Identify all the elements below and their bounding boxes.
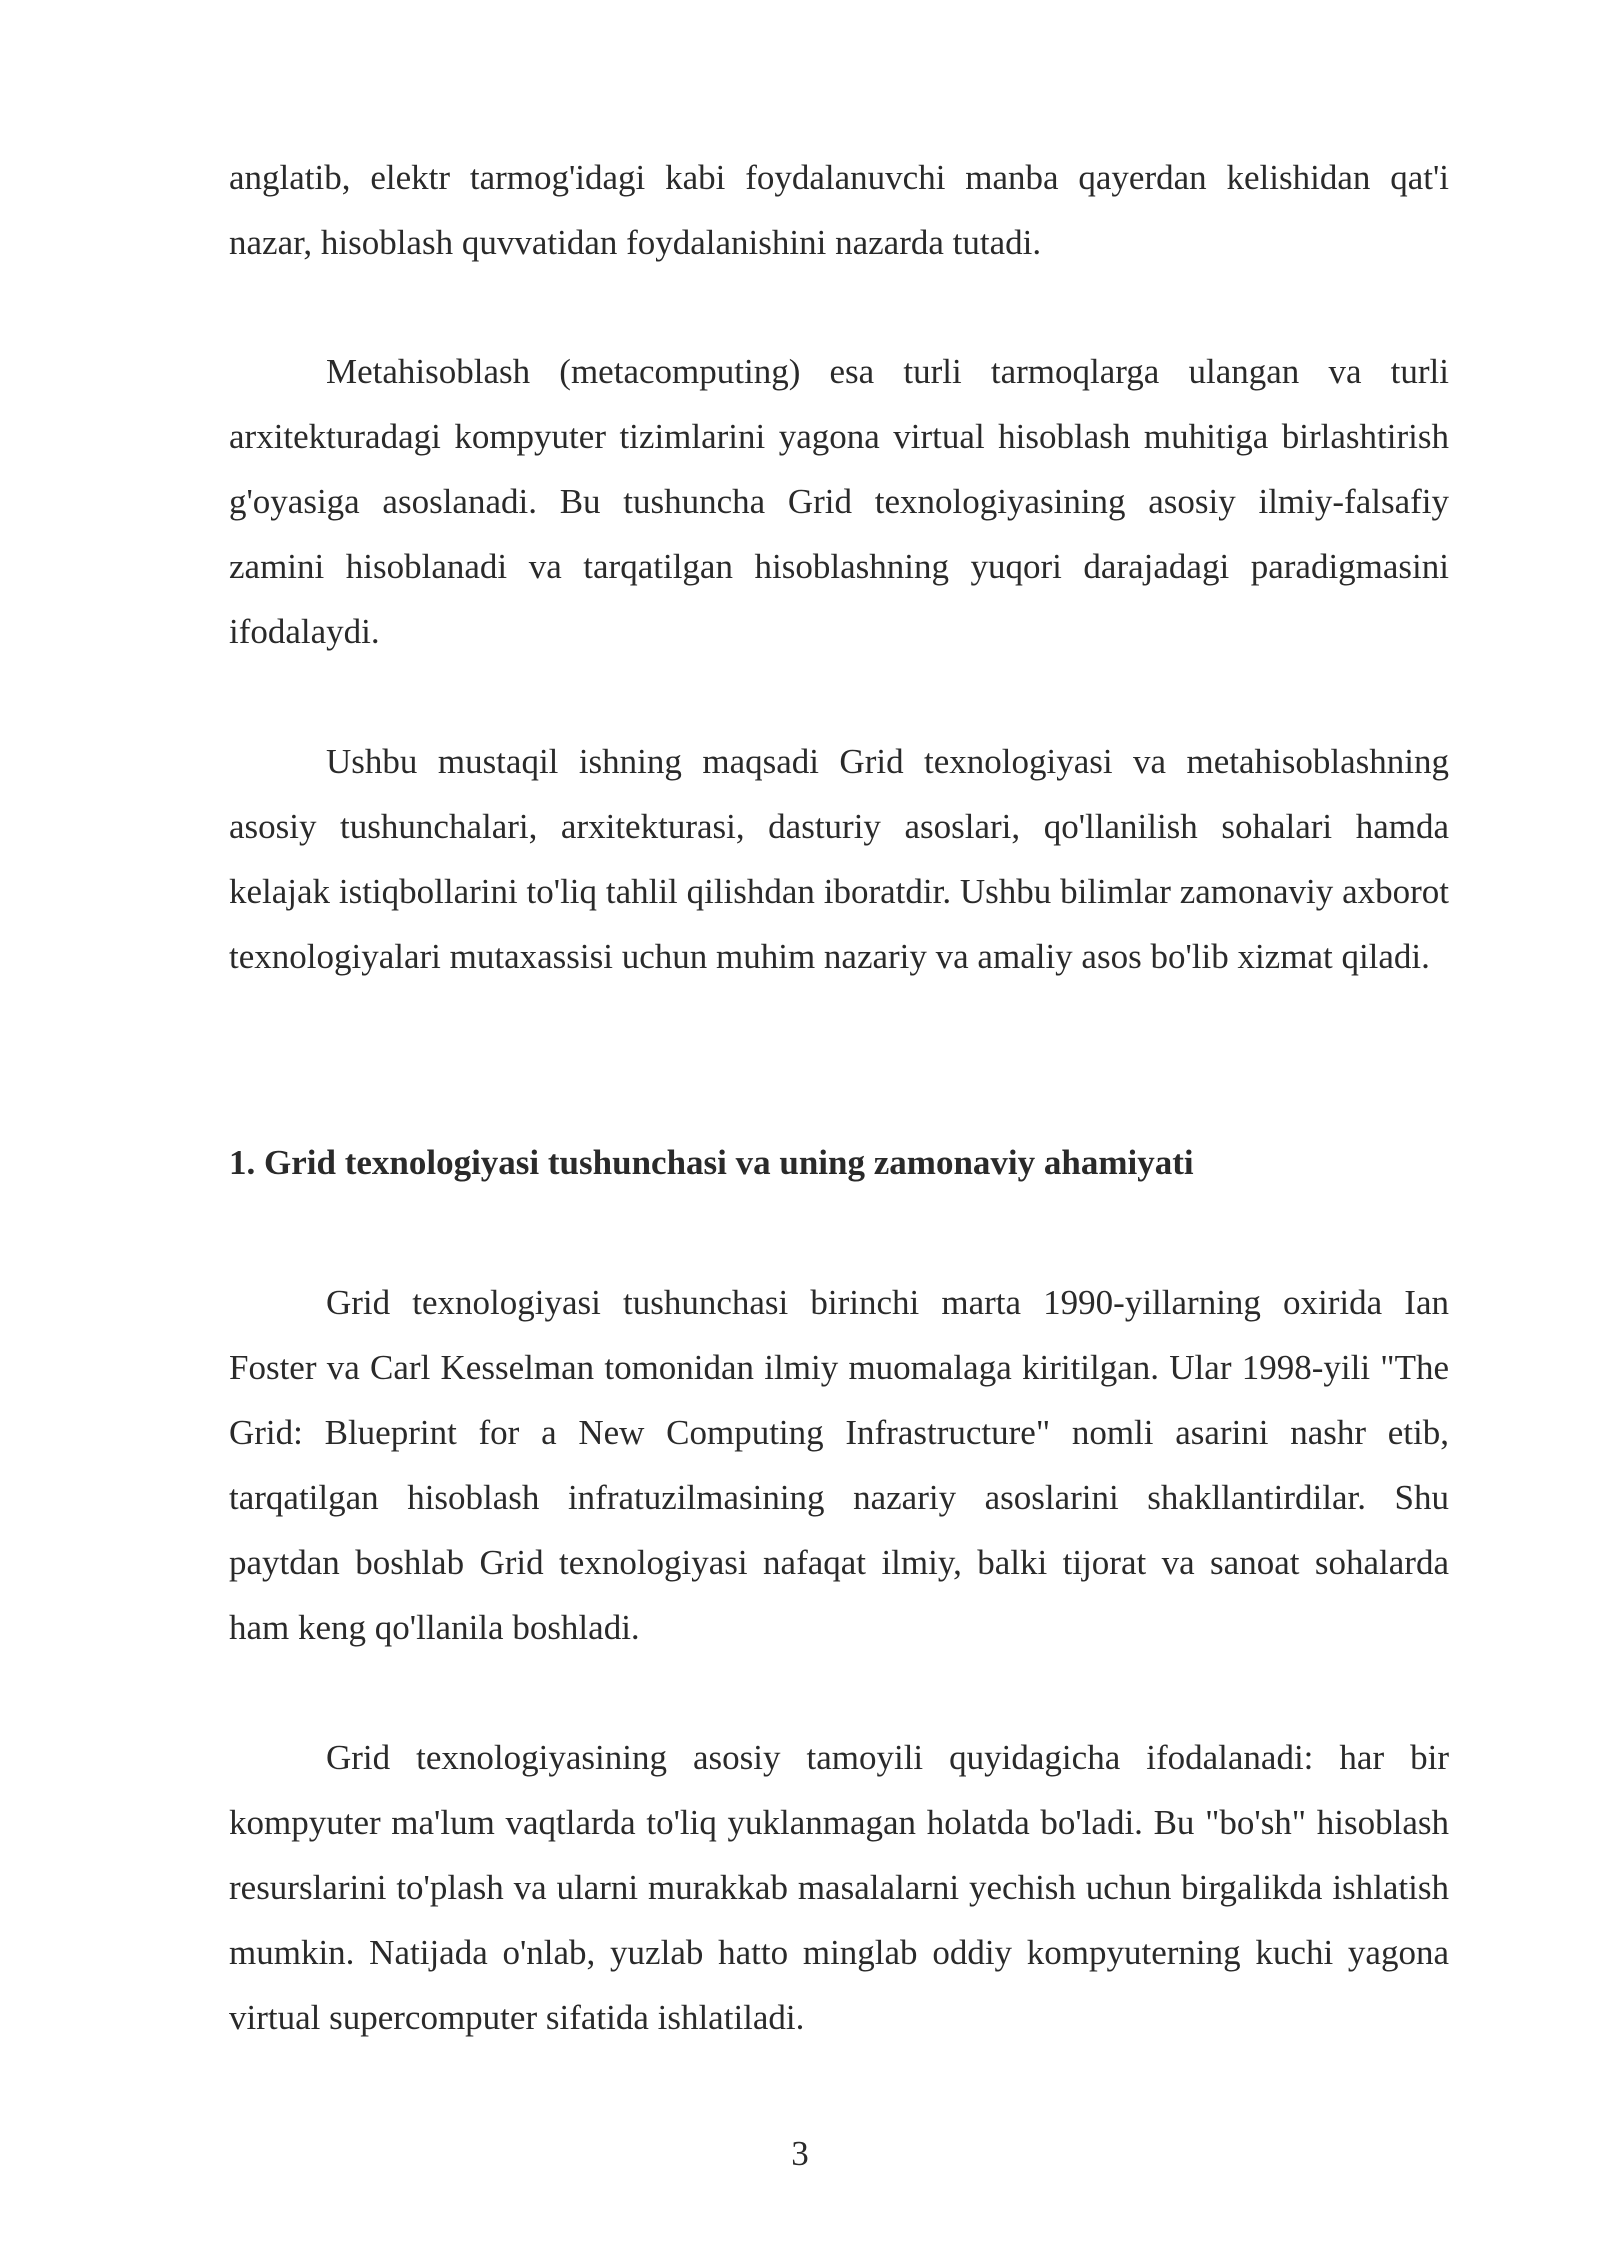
paragraph-grid-principle: Grid texnologiyasining asosiy tamoyili quyidagicha ifodalanadi: har bir kompyuter ma'lum vaqtlarda to'liq yuklanmagan holatda bo'ladi. Bu "bo'sh" hisoblash resurslarini to'plash va ularni murakkab masalalarni yechish uchun birgalikda ishlatish mumkin. Natijada o'nlab, yuzlab hatto minglab oddiy kompyuterning kuchi yagona virtual supercomputer sifatida ishlatiladi. bbox=[229, 1738, 1449, 2037]
page-number: 3 bbox=[791, 2134, 809, 2173]
paragraph-grid-history: Grid texnologiyasi tushunchasi birinchi marta 1990-yillarning oxirida Ian Foster va Carl Kesselman tomonidan ilmiy muomalaga kiritilgan. Ular 1998-yili "The Grid: Blueprint for a New Computing Infrastructure" nomli asarini nashr etib, tarqatilgan hisoblash infratuzilmasining nazariy asoslarini shakllantirdilar. Shu paytdan boshlab Grid texnologiyasi nafaqat ilmiy, balki tijorat va sanoat sohalarda ham keng qo'llanila boshladi. bbox=[229, 1283, 1449, 1647]
paragraph-purpose: Ushbu mustaqil ishning maqsadi Grid texnologiyasi va metahisoblashning asosiy tushunchalari, arxitekturasi, dasturiy asoslari, qo'llanilish sohalari hamda kelajak istiqbollarini to'liq tahlil qilishdan iboratdir. Ushbu bilimlar zamonaviy axborot texnologiyalari mutaxassisi uchun muhim nazariy va amaliy asos bo'lib xizmat qiladi. bbox=[229, 742, 1449, 976]
paragraph-metacomputing: Metahisoblash (metacomputing) esa turli tarmoqlarga ulangan va turli arxitekturadagi kompyuter tizimlarini yagona virtual hisoblash muhitiga birlashtirish g'oyasiga asoslanadi. Bu tushuncha Grid texnologiyasining asosiy ilmiy-falsafiy zamini hisoblanadi va tarqatilgan hisoblashning yuqori darajadagi paradigmasini ifodalaydi. bbox=[229, 352, 1449, 651]
section-heading: 1. Grid texnologiyasi tushunchasi va uning zamonaviy ahamiyati bbox=[229, 1143, 1194, 1182]
paragraph-continuation: anglatib, elektr tarmog'idagi kabi foydalanuvchi manba qayerdan kelishidan qat'i nazar, hisoblash quvvatidan foydalanishini nazarda tutadi. bbox=[229, 158, 1449, 262]
